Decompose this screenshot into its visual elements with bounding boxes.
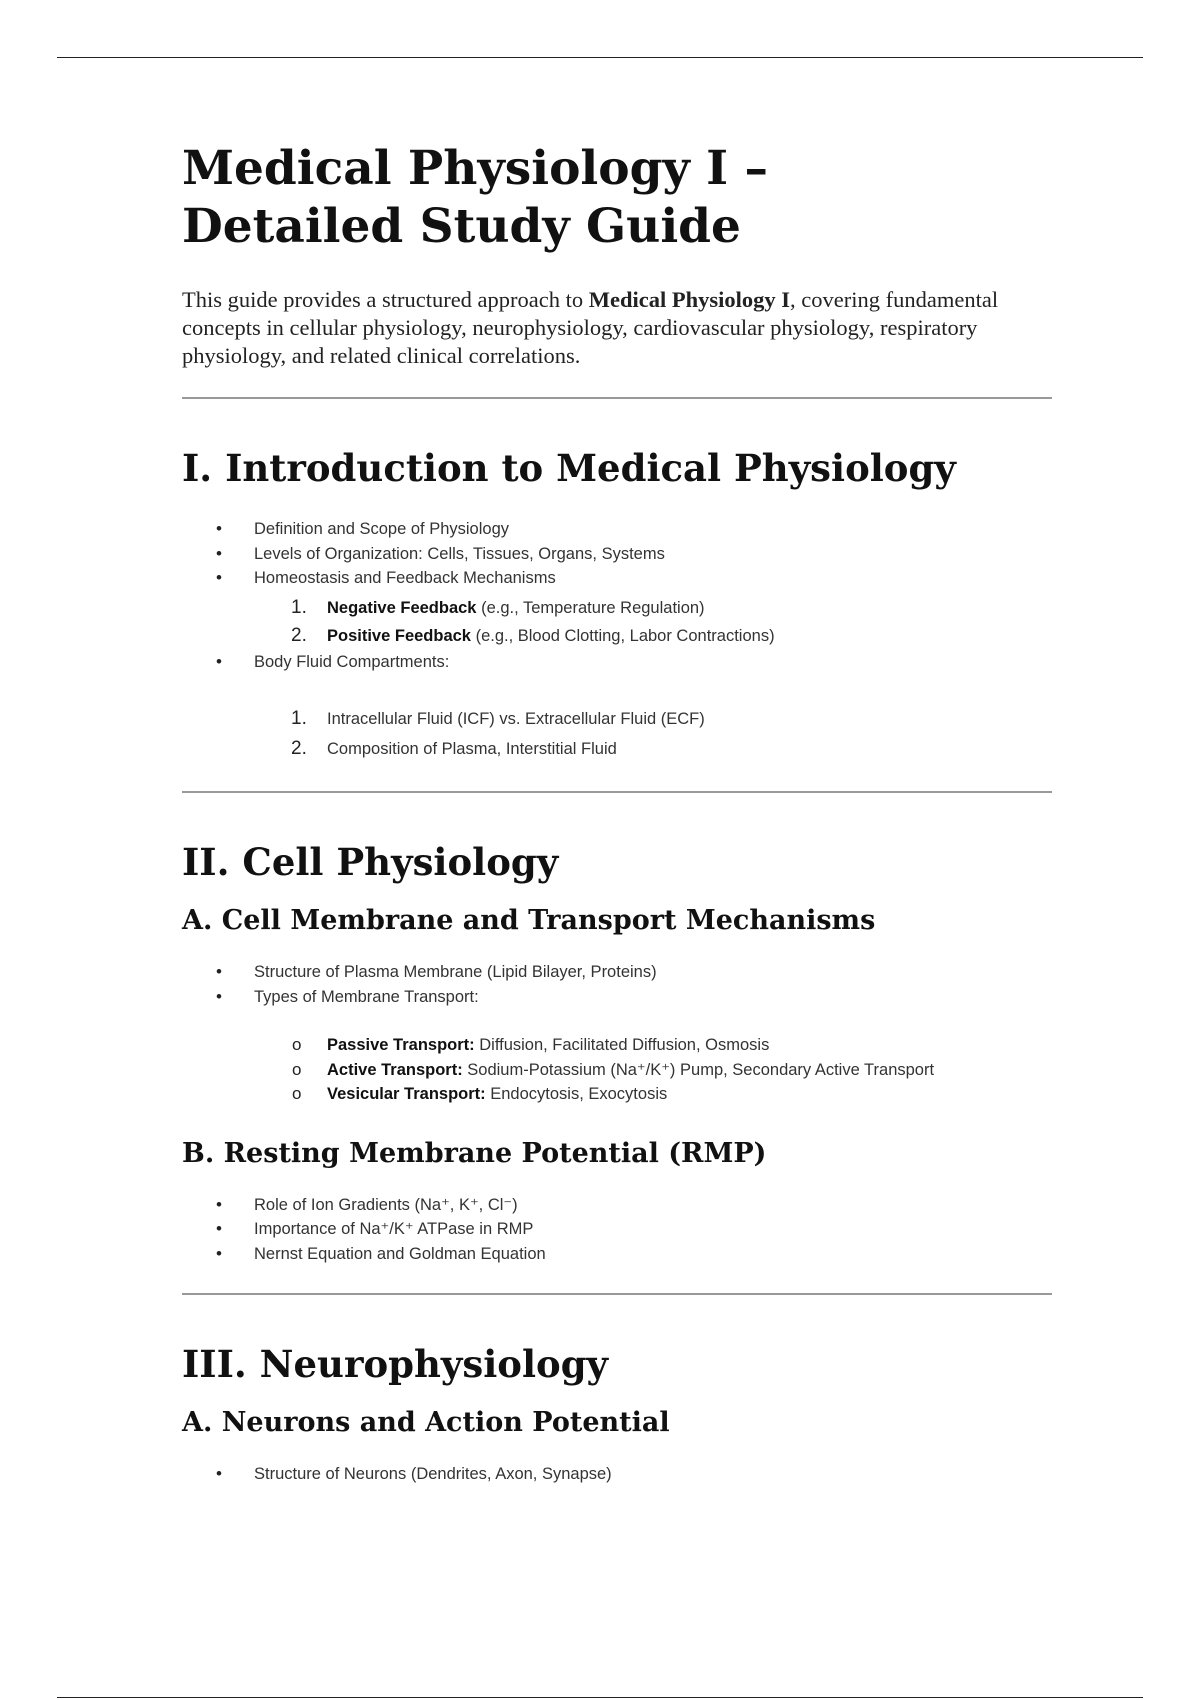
list-number: 1. — [291, 596, 307, 618]
list-item-active-transport — [182, 1058, 1052, 1083]
section-heading-neurophysiology: III. Neurophysiology — [182, 1342, 609, 1386]
document-body — [182, 140, 1052, 1487]
list-item: • Importance of Na⁺/K⁺ ATPase in RMP — [182, 1217, 1052, 1242]
list-item-negative-feedback — [182, 594, 1052, 622]
list-number: 2. — [291, 624, 307, 646]
section-heading-introduction: I. Introduction to Medical Physiology — [182, 446, 956, 490]
section-divider — [182, 1293, 1052, 1295]
list-item: • Structure of Neurons (Dendrites, Axon, Synapse) — [182, 1462, 1052, 1487]
term-text: (e.g., Temperature Regulation) — [476, 598, 705, 617]
circle-bullet-marker: o — [292, 1059, 302, 1079]
subsection-heading-resting-potential: B. Resting Membrane Potential (RMP) — [182, 1137, 767, 1169]
term-label: Vesicular Transport: — [327, 1085, 486, 1103]
list-item: • Role of Ion Gradients (Na⁺, K⁺, Cl⁻) — [182, 1193, 1052, 1218]
term-label: Active Transport: — [327, 1060, 463, 1079]
list-text: Intracellular Fluid (ICF) vs. Extracellular Fluid (ECF) — [327, 710, 705, 728]
term-label: Passive Transport: — [327, 1036, 475, 1054]
list-number: 2. — [291, 738, 307, 759]
subsection-heading-membrane-transport: A. Cell Membrane and Transport Mechanisms — [182, 905, 876, 936]
page-top-rule — [57, 57, 1143, 58]
term-label: Negative Feedback — [327, 598, 477, 617]
list-item: • Levels of Organization: Cells, Tissues, Organs, Systems — [182, 542, 1052, 567]
intro-paragraph — [182, 286, 1052, 370]
intro-text-start: This guide provides a structured approach to — [182, 287, 589, 312]
list-item: • Homeostasis and Feedback Mechanisms — [182, 566, 1052, 591]
document-title — [182, 140, 1052, 256]
term-text: Endocytosis, Exocytosis — [485, 1085, 668, 1103]
intro-bold-course: Medical Physiology I — [588, 287, 791, 312]
list-text: Composition of Plasma, Interstitial Fluid — [327, 740, 617, 758]
title-line-2: Detailed Study Guide — [182, 199, 741, 254]
list-item: • Definition and Scope of Physiology — [182, 517, 1052, 542]
circle-bullet-marker: o — [292, 1084, 302, 1103]
list-item-icf-ecf — [182, 704, 1052, 734]
neurons-list — [182, 1462, 1052, 1487]
section-introduction-list — [182, 517, 1052, 764]
list-item-plasma-composition — [182, 734, 1052, 764]
list-number: 1. — [291, 708, 307, 729]
resting-potential-list — [182, 1193, 1052, 1267]
section-divider — [182, 791, 1052, 793]
membrane-transport-list — [182, 960, 1052, 1107]
list-item: • Body Fluid Compartments: — [182, 650, 1052, 675]
list-item-passive-transport — [182, 1033, 1052, 1058]
list-item: • Nernst Equation and Goldman Equation — [182, 1242, 1052, 1267]
list-item: • Types of Membrane Transport: — [182, 985, 1052, 1010]
list-item: • Structure of Plasma Membrane (Lipid Bilayer, Proteins) — [182, 960, 1052, 985]
list-item-vesicular-transport — [182, 1082, 1052, 1107]
section-divider — [182, 397, 1052, 399]
list-item-positive-feedback — [182, 622, 1052, 650]
section-heading-cell-physiology: II. Cell Physiology — [182, 840, 559, 884]
term-text: Sodium-Potassium (Na⁺/K⁺) Pump, Secondary Active Transport — [462, 1060, 935, 1079]
term-text: Diffusion, Facilitated Diffusion, Osmosis — [474, 1036, 770, 1054]
page-bottom-rule — [57, 1697, 1143, 1698]
circle-bullet-marker: o — [292, 1035, 302, 1054]
term-text: (e.g., Blood Clotting, Labor Contractions) — [470, 626, 775, 645]
title-line-1: Medical Physiology I – — [182, 141, 769, 196]
intro-text-end: , covering fundamental concepts in cellular physiology, neurophysiology, cardiovascular physiology, respiratory physiology, and related clinical correlations. — [182, 287, 999, 368]
subsection-heading-neurons: A. Neurons and Action Potential — [182, 1407, 670, 1438]
term-label: Positive Feedback — [327, 626, 471, 645]
